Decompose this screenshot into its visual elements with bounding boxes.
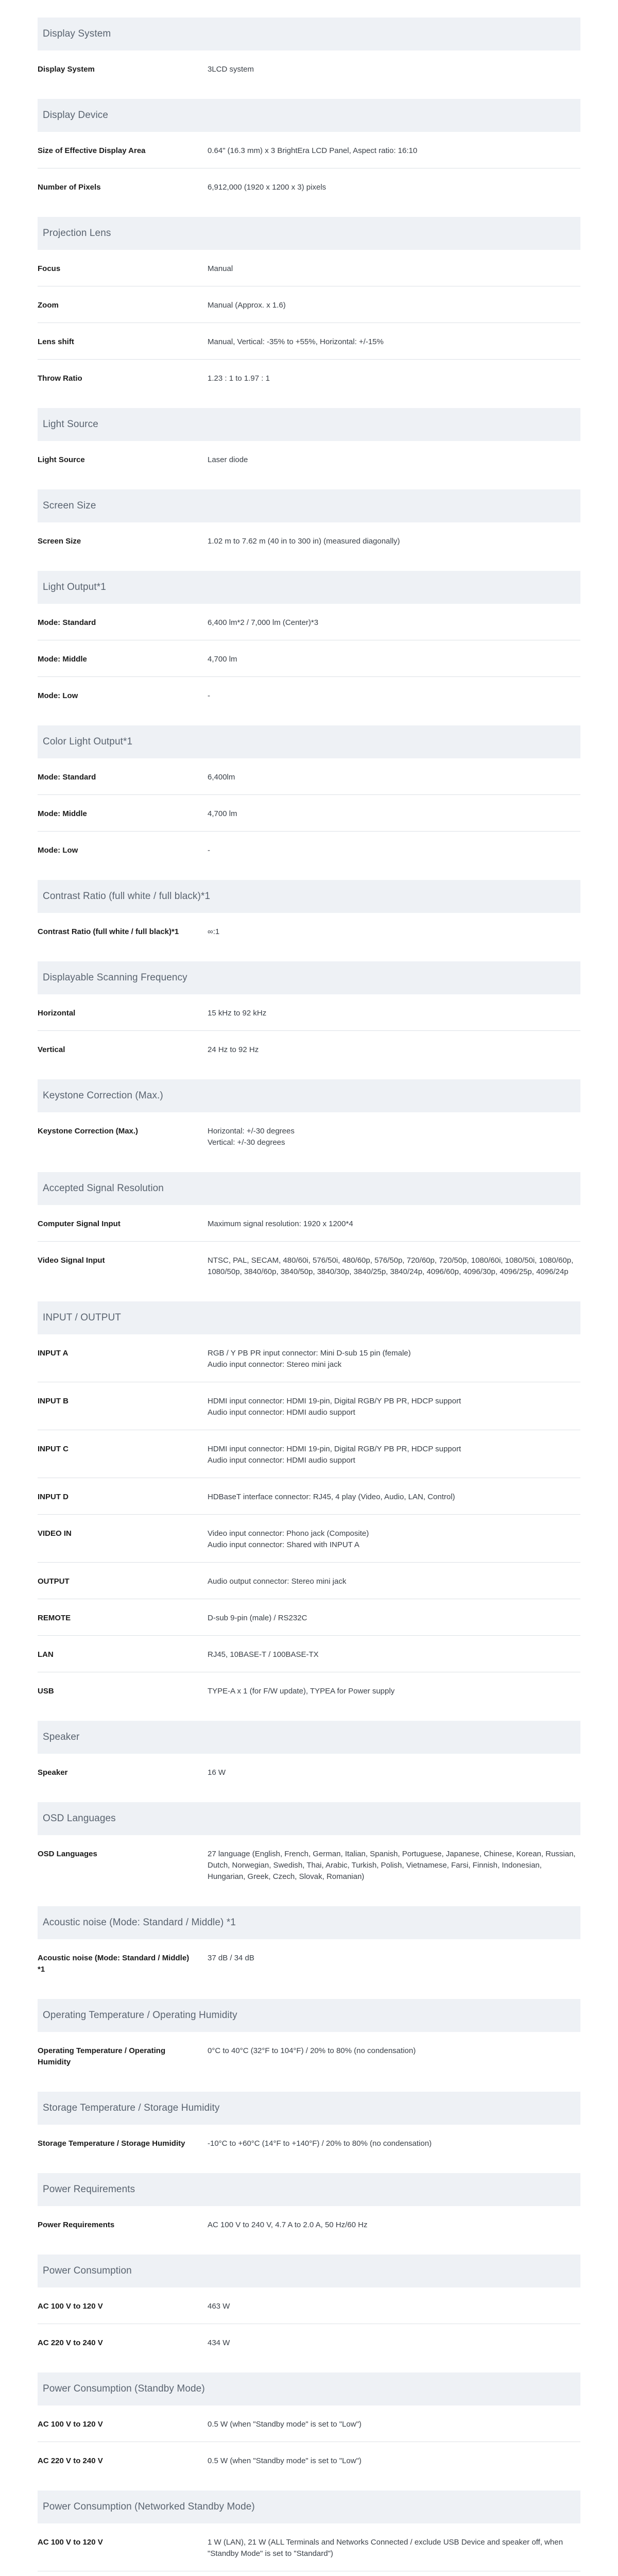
spec-label: AC 100 V to 120 V bbox=[38, 2538, 103, 2547]
spec-row bbox=[38, 1939, 580, 1987]
spec-row bbox=[38, 2206, 580, 2242]
section-title: Screen Size bbox=[43, 500, 96, 511]
spec-row bbox=[38, 2571, 580, 2576]
spec-row bbox=[38, 1835, 580, 1894]
spec-value-line: 1.23 : 1 to 1.97 : 1 bbox=[208, 374, 270, 383]
section-title: OSD Languages bbox=[43, 1813, 116, 1824]
spec-value bbox=[208, 536, 580, 547]
spec-value-line: 6,400lm bbox=[208, 773, 235, 782]
spec-row bbox=[38, 832, 580, 868]
spec-label: Computer Signal Input bbox=[38, 1219, 121, 1228]
spec-row bbox=[38, 2125, 580, 2161]
spec-row bbox=[38, 1242, 580, 1289]
spec-section bbox=[38, 1999, 580, 2079]
section-header bbox=[38, 1079, 580, 1112]
spec-row bbox=[38, 758, 580, 795]
spec-row bbox=[38, 1563, 580, 1599]
spec-value bbox=[208, 2045, 580, 2068]
spec-section bbox=[38, 2255, 580, 2360]
spec-row bbox=[38, 1754, 580, 1790]
spec-section bbox=[38, 99, 580, 205]
spec-value bbox=[208, 1255, 580, 1278]
spec-value-line: 3LCD system bbox=[208, 65, 254, 74]
spec-value-line: 0.5 W (when "Standby mode" is set to "Low") bbox=[208, 2420, 362, 2429]
spec-section bbox=[38, 408, 580, 477]
spec-value bbox=[208, 2537, 580, 2560]
section-title: Operating Temperature / Operating Humidity bbox=[43, 2010, 237, 2021]
spec-label: Mode: Middle bbox=[38, 809, 87, 818]
spec-value bbox=[208, 1492, 580, 1503]
spec-value bbox=[208, 2138, 580, 2149]
section-title: Power Consumption (Standby Mode) bbox=[43, 2383, 205, 2394]
spec-row bbox=[38, 286, 580, 323]
spec-row bbox=[38, 1515, 580, 1563]
spec-value-line: 434 W bbox=[208, 2338, 230, 2347]
spec-table bbox=[38, 18, 580, 2576]
section-title: Power Consumption bbox=[43, 2265, 132, 2276]
spec-value-line: Manual bbox=[208, 264, 233, 273]
spec-label: AC 100 V to 120 V bbox=[38, 2302, 103, 2311]
spec-label: Operating Temperature / Operating Humidity bbox=[38, 2046, 166, 2066]
spec-label: Zoom bbox=[38, 301, 59, 310]
section-header bbox=[38, 408, 580, 441]
spec-value-line: Vertical: +/-30 degrees bbox=[208, 1138, 285, 1147]
spec-label: AC 220 V to 240 V bbox=[38, 2338, 103, 2347]
section-title: Storage Temperature / Storage Humidity bbox=[43, 2103, 220, 2113]
spec-value bbox=[208, 654, 580, 665]
spec-value bbox=[208, 1576, 580, 1587]
spec-label: Horizontal bbox=[38, 1009, 76, 1018]
section-header bbox=[38, 18, 580, 50]
spec-row bbox=[38, 1430, 580, 1478]
spec-label: Mode: Low bbox=[38, 846, 78, 855]
spec-row bbox=[38, 50, 580, 87]
spec-value bbox=[208, 808, 580, 820]
section-header bbox=[38, 571, 580, 604]
spec-label: INPUT D bbox=[38, 1493, 68, 1501]
section-header bbox=[38, 1906, 580, 1939]
spec-value bbox=[208, 263, 580, 275]
spec-label: LAN bbox=[38, 1650, 54, 1659]
spec-row bbox=[38, 2405, 580, 2442]
spec-label: Video Signal Input bbox=[38, 1256, 105, 1265]
spec-value bbox=[208, 2455, 580, 2467]
spec-value bbox=[208, 1126, 580, 1148]
spec-label: USB bbox=[38, 1687, 54, 1696]
spec-label: AC 100 V to 120 V bbox=[38, 2420, 103, 2429]
spec-label: Storage Temperature / Storage Humidity bbox=[38, 2139, 185, 2148]
spec-value-line: Maximum signal resolution: 1920 x 1200*4 bbox=[208, 1219, 353, 1228]
spec-section bbox=[38, 18, 580, 87]
spec-label: Contrast Ratio (full white / full black)*1 bbox=[38, 927, 179, 936]
spec-row bbox=[38, 604, 580, 640]
spec-value bbox=[208, 182, 580, 193]
spec-section bbox=[38, 2173, 580, 2242]
spec-value bbox=[208, 64, 580, 75]
spec-value-line: NTSC, PAL, SECAM, 480/60i, 576/50i, 480/60p, 576/50p, 720/60p, 720/50p, 1080/60i, 1080/50i, 1080/60p, 1080/50p, 3840/60p, 3840/50p, 3840/30p, 3840/25p, 3840/24p, 4096/60p, 4096/30p, 4096/25p, 4096/24p bbox=[208, 1256, 574, 1276]
spec-section bbox=[38, 217, 580, 396]
spec-label: Throw Ratio bbox=[38, 374, 82, 383]
spec-value bbox=[208, 1528, 580, 1551]
spec-label: OSD Languages bbox=[38, 1850, 97, 1858]
spec-value bbox=[208, 2219, 580, 2231]
section-title: Acoustic noise (Mode: Standard / Middle) *1 bbox=[43, 1917, 236, 1928]
spec-label: Speaker bbox=[38, 1768, 68, 1777]
spec-value-line: RGB / Y PB PR input connector: Mini D-sub 15 pin (female) bbox=[208, 1349, 411, 1358]
section-title: Displayable Scanning Frequency bbox=[43, 972, 187, 983]
spec-value-line: Video input connector: Phono jack (Composite) bbox=[208, 1529, 369, 1538]
spec-value bbox=[208, 2419, 580, 2430]
section-title: Projection Lens bbox=[43, 228, 111, 239]
section-header bbox=[38, 2092, 580, 2125]
spec-section bbox=[38, 571, 580, 713]
section-header bbox=[38, 2173, 580, 2206]
spec-row bbox=[38, 640, 580, 677]
spec-value-line: 6,912,000 (1920 x 1200 x 3) pixels bbox=[208, 183, 327, 192]
spec-label: Screen Size bbox=[38, 537, 81, 546]
spec-value-line: Horizontal: +/-30 degrees bbox=[208, 1127, 295, 1136]
spec-section bbox=[38, 1802, 580, 1894]
spec-row bbox=[38, 132, 580, 168]
spec-value bbox=[208, 1396, 580, 1418]
spec-value bbox=[208, 2301, 580, 2312]
spec-value-line: AC 100 V to 240 V, 4.7 A to 2.0 A, 50 Hz/60 Hz bbox=[208, 2221, 368, 2229]
spec-section bbox=[38, 1906, 580, 1987]
spec-row bbox=[38, 677, 580, 713]
spec-value-line: - bbox=[208, 691, 210, 700]
spec-value-line: 24 Hz to 92 Hz bbox=[208, 1045, 259, 1054]
spec-value-line: HDMI input connector: HDMI 19-pin, Digital RGB/Y PB PR, HDCP support bbox=[208, 1445, 461, 1453]
spec-value-line: 1.02 m to 7.62 m (40 in to 300 in) (measured diagonally) bbox=[208, 537, 400, 546]
spec-row bbox=[38, 1636, 580, 1672]
section-title: Light Source bbox=[43, 419, 98, 430]
spec-row bbox=[38, 250, 580, 286]
spec-row bbox=[38, 2324, 580, 2360]
spec-row bbox=[38, 2523, 580, 2571]
spec-section bbox=[38, 1721, 580, 1790]
section-title: Power Requirements bbox=[43, 2184, 135, 2195]
spec-section bbox=[38, 1172, 580, 1289]
spec-value bbox=[208, 1767, 580, 1778]
section-header bbox=[38, 725, 580, 758]
spec-value-line: HDBaseT interface connector: RJ45, 4 play (Video, Audio, LAN, Control) bbox=[208, 1493, 455, 1501]
spec-row bbox=[38, 1112, 580, 1160]
spec-label: Power Requirements bbox=[38, 2221, 115, 2229]
spec-label: Acoustic noise (Mode: Standard / Middle) *1 bbox=[38, 1954, 190, 1974]
spec-section bbox=[38, 1079, 580, 1160]
spec-value bbox=[208, 845, 580, 856]
spec-value-line: D-sub 9-pin (male) / RS232C bbox=[208, 1614, 307, 1622]
spec-row bbox=[38, 1031, 580, 1067]
spec-label: Size of Effective Display Area bbox=[38, 146, 146, 155]
spec-value-line: 463 W bbox=[208, 2302, 230, 2311]
spec-row bbox=[38, 323, 580, 360]
spec-label: Number of Pixels bbox=[38, 183, 101, 192]
spec-value bbox=[208, 1444, 580, 1466]
spec-section bbox=[38, 880, 580, 949]
section-title: Display System bbox=[43, 28, 111, 39]
section-header bbox=[38, 99, 580, 132]
spec-value bbox=[208, 145, 580, 157]
spec-value-line: Audio input connector: HDMI audio support bbox=[208, 1408, 355, 1417]
spec-value-line: 6,400 lm*2 / 7,000 lm (Center)*3 bbox=[208, 618, 319, 627]
spec-value-line: 0.5 W (when "Standby mode" is set to "Low") bbox=[208, 2456, 362, 2465]
spec-value bbox=[208, 1953, 580, 1975]
section-header bbox=[38, 880, 580, 913]
spec-row bbox=[38, 994, 580, 1031]
spec-label: Mode: Standard bbox=[38, 618, 96, 627]
spec-value-line: 0.64" (16.3 mm) x 3 BrightEra LCD Panel, Aspect ratio: 16:10 bbox=[208, 146, 418, 155]
spec-value-line: Audio output connector: Stereo mini jack bbox=[208, 1577, 347, 1586]
section-title: Display Device bbox=[43, 110, 109, 121]
section-title: Power Consumption (Networked Standby Mode) bbox=[43, 2501, 255, 2512]
spec-value-line: Manual (Approx. x 1.6) bbox=[208, 301, 286, 310]
spec-value-line: Audio input connector: HDMI audio support bbox=[208, 1456, 355, 1465]
spec-value bbox=[208, 617, 580, 629]
spec-value bbox=[208, 454, 580, 466]
section-title: Color Light Output*1 bbox=[43, 736, 133, 747]
spec-row bbox=[38, 2032, 580, 2079]
spec-value-line: ∞:1 bbox=[208, 927, 220, 936]
spec-value-line: 27 language (English, French, German, Italian, Spanish, Portuguese, Japanese, Chinese, Korean, Russian, Dutch, Norwegian, Swedish, Thai, Arabic, Turkish, Polish, Vietnamese, Farsi, Finnish, Indonesian, Hungarian, Greek, Czech, Slovak, Romanian) bbox=[208, 1850, 576, 1881]
spec-value-line: RJ45, 10BASE-T / 100BASE-TX bbox=[208, 1650, 319, 1659]
spec-label: AC 220 V to 240 V bbox=[38, 2456, 103, 2465]
section-header bbox=[38, 217, 580, 250]
spec-label: REMOTE bbox=[38, 1614, 71, 1622]
spec-label: Keystone Correction (Max.) bbox=[38, 1127, 139, 1136]
spec-section bbox=[38, 2092, 580, 2161]
spec-value bbox=[208, 1686, 580, 1697]
spec-value bbox=[208, 772, 580, 783]
spec-row bbox=[38, 913, 580, 949]
spec-value-line: 37 dB / 34 dB bbox=[208, 1954, 254, 1962]
section-header bbox=[38, 1172, 580, 1205]
spec-label: Mode: Standard bbox=[38, 773, 96, 782]
section-header bbox=[38, 2372, 580, 2405]
spec-section bbox=[38, 2490, 580, 2576]
spec-section bbox=[38, 2372, 580, 2478]
section-header bbox=[38, 2255, 580, 2287]
spec-value bbox=[208, 2337, 580, 2349]
spec-label: INPUT B bbox=[38, 1397, 68, 1405]
spec-row bbox=[38, 2287, 580, 2324]
spec-label: OUTPUT bbox=[38, 1577, 70, 1586]
spec-section bbox=[38, 725, 580, 868]
spec-label: VIDEO IN bbox=[38, 1529, 72, 1538]
spec-label: INPUT C bbox=[38, 1445, 68, 1453]
spec-label: Mode: Low bbox=[38, 691, 78, 700]
spec-value bbox=[208, 1849, 580, 1883]
section-header bbox=[38, 1999, 580, 2032]
spec-value-line: 1 W (LAN), 21 W (ALL Terminals and Networks Connected / exclude USB Device and speaker off, when "Standby Mode" is set to "Standard") bbox=[208, 2538, 563, 2558]
spec-row bbox=[38, 1205, 580, 1242]
spec-value bbox=[208, 1348, 580, 1370]
spec-label: Vertical bbox=[38, 1045, 65, 1054]
spec-row bbox=[38, 360, 580, 396]
spec-value-line: Manual, Vertical: -35% to +55%, Horizontal: +/-15% bbox=[208, 337, 384, 346]
spec-label: Lens shift bbox=[38, 337, 74, 346]
spec-row bbox=[38, 1672, 580, 1708]
spec-value bbox=[208, 1008, 580, 1019]
section-header bbox=[38, 489, 580, 522]
section-title: Accepted Signal Resolution bbox=[43, 1183, 164, 1194]
spec-value bbox=[208, 373, 580, 384]
section-header bbox=[38, 2490, 580, 2523]
spec-value-line: HDMI input connector: HDMI 19-pin, Digital RGB/Y PB PR, HDCP support bbox=[208, 1397, 461, 1405]
spec-label: Light Source bbox=[38, 455, 85, 464]
spec-value-line: 16 W bbox=[208, 1768, 226, 1777]
spec-row bbox=[38, 168, 580, 205]
spec-value bbox=[208, 1649, 580, 1660]
spec-value-line: Laser diode bbox=[208, 455, 248, 464]
section-header bbox=[38, 1301, 580, 1334]
section-header bbox=[38, 1721, 580, 1754]
spec-value-line: - bbox=[208, 846, 210, 855]
spec-value-line: 0°C to 40°C (32°F to 104°F) / 20% to 80% (no condensation) bbox=[208, 2046, 416, 2055]
spec-value bbox=[208, 1218, 580, 1230]
spec-row bbox=[38, 795, 580, 832]
spec-row bbox=[38, 1478, 580, 1515]
spec-row bbox=[38, 1334, 580, 1382]
spec-row bbox=[38, 1599, 580, 1636]
spec-value-line: 4,700 lm bbox=[208, 655, 237, 664]
spec-section bbox=[38, 489, 580, 558]
spec-value bbox=[208, 690, 580, 702]
spec-value bbox=[208, 300, 580, 311]
spec-value-line: TYPE-A x 1 (for F/W update), TYPEA for Power supply bbox=[208, 1687, 395, 1696]
spec-section bbox=[38, 961, 580, 1067]
section-header bbox=[38, 961, 580, 994]
spec-value-line: Audio input connector: Stereo mini jack bbox=[208, 1360, 342, 1369]
section-title: Speaker bbox=[43, 1732, 80, 1742]
section-title: INPUT / OUTPUT bbox=[43, 1312, 121, 1323]
spec-row bbox=[38, 441, 580, 477]
spec-row bbox=[38, 1382, 580, 1430]
spec-value-line: 4,700 lm bbox=[208, 809, 237, 818]
spec-row bbox=[38, 2442, 580, 2478]
spec-value bbox=[208, 1044, 580, 1056]
section-title: Contrast Ratio (full white / full black)*1 bbox=[43, 891, 211, 902]
spec-value-line: -10°C to +60°C (14°F to +140°F) / 20% to 80% (no condensation) bbox=[208, 2139, 432, 2148]
spec-value bbox=[208, 336, 580, 348]
spec-label: Display System bbox=[38, 65, 95, 74]
spec-label: INPUT A bbox=[38, 1349, 68, 1358]
spec-value-line: Audio input connector: Shared with INPUT A bbox=[208, 1540, 359, 1549]
section-header bbox=[38, 1802, 580, 1835]
spec-value bbox=[208, 926, 580, 938]
spec-row bbox=[38, 522, 580, 558]
section-title: Light Output*1 bbox=[43, 582, 106, 592]
section-title: Keystone Correction (Max.) bbox=[43, 1090, 163, 1101]
spec-section bbox=[38, 1301, 580, 1708]
spec-value-line: 15 kHz to 92 kHz bbox=[208, 1009, 267, 1018]
spec-value bbox=[208, 1613, 580, 1624]
spec-label: Focus bbox=[38, 264, 61, 273]
spec-label: Mode: Middle bbox=[38, 655, 87, 664]
